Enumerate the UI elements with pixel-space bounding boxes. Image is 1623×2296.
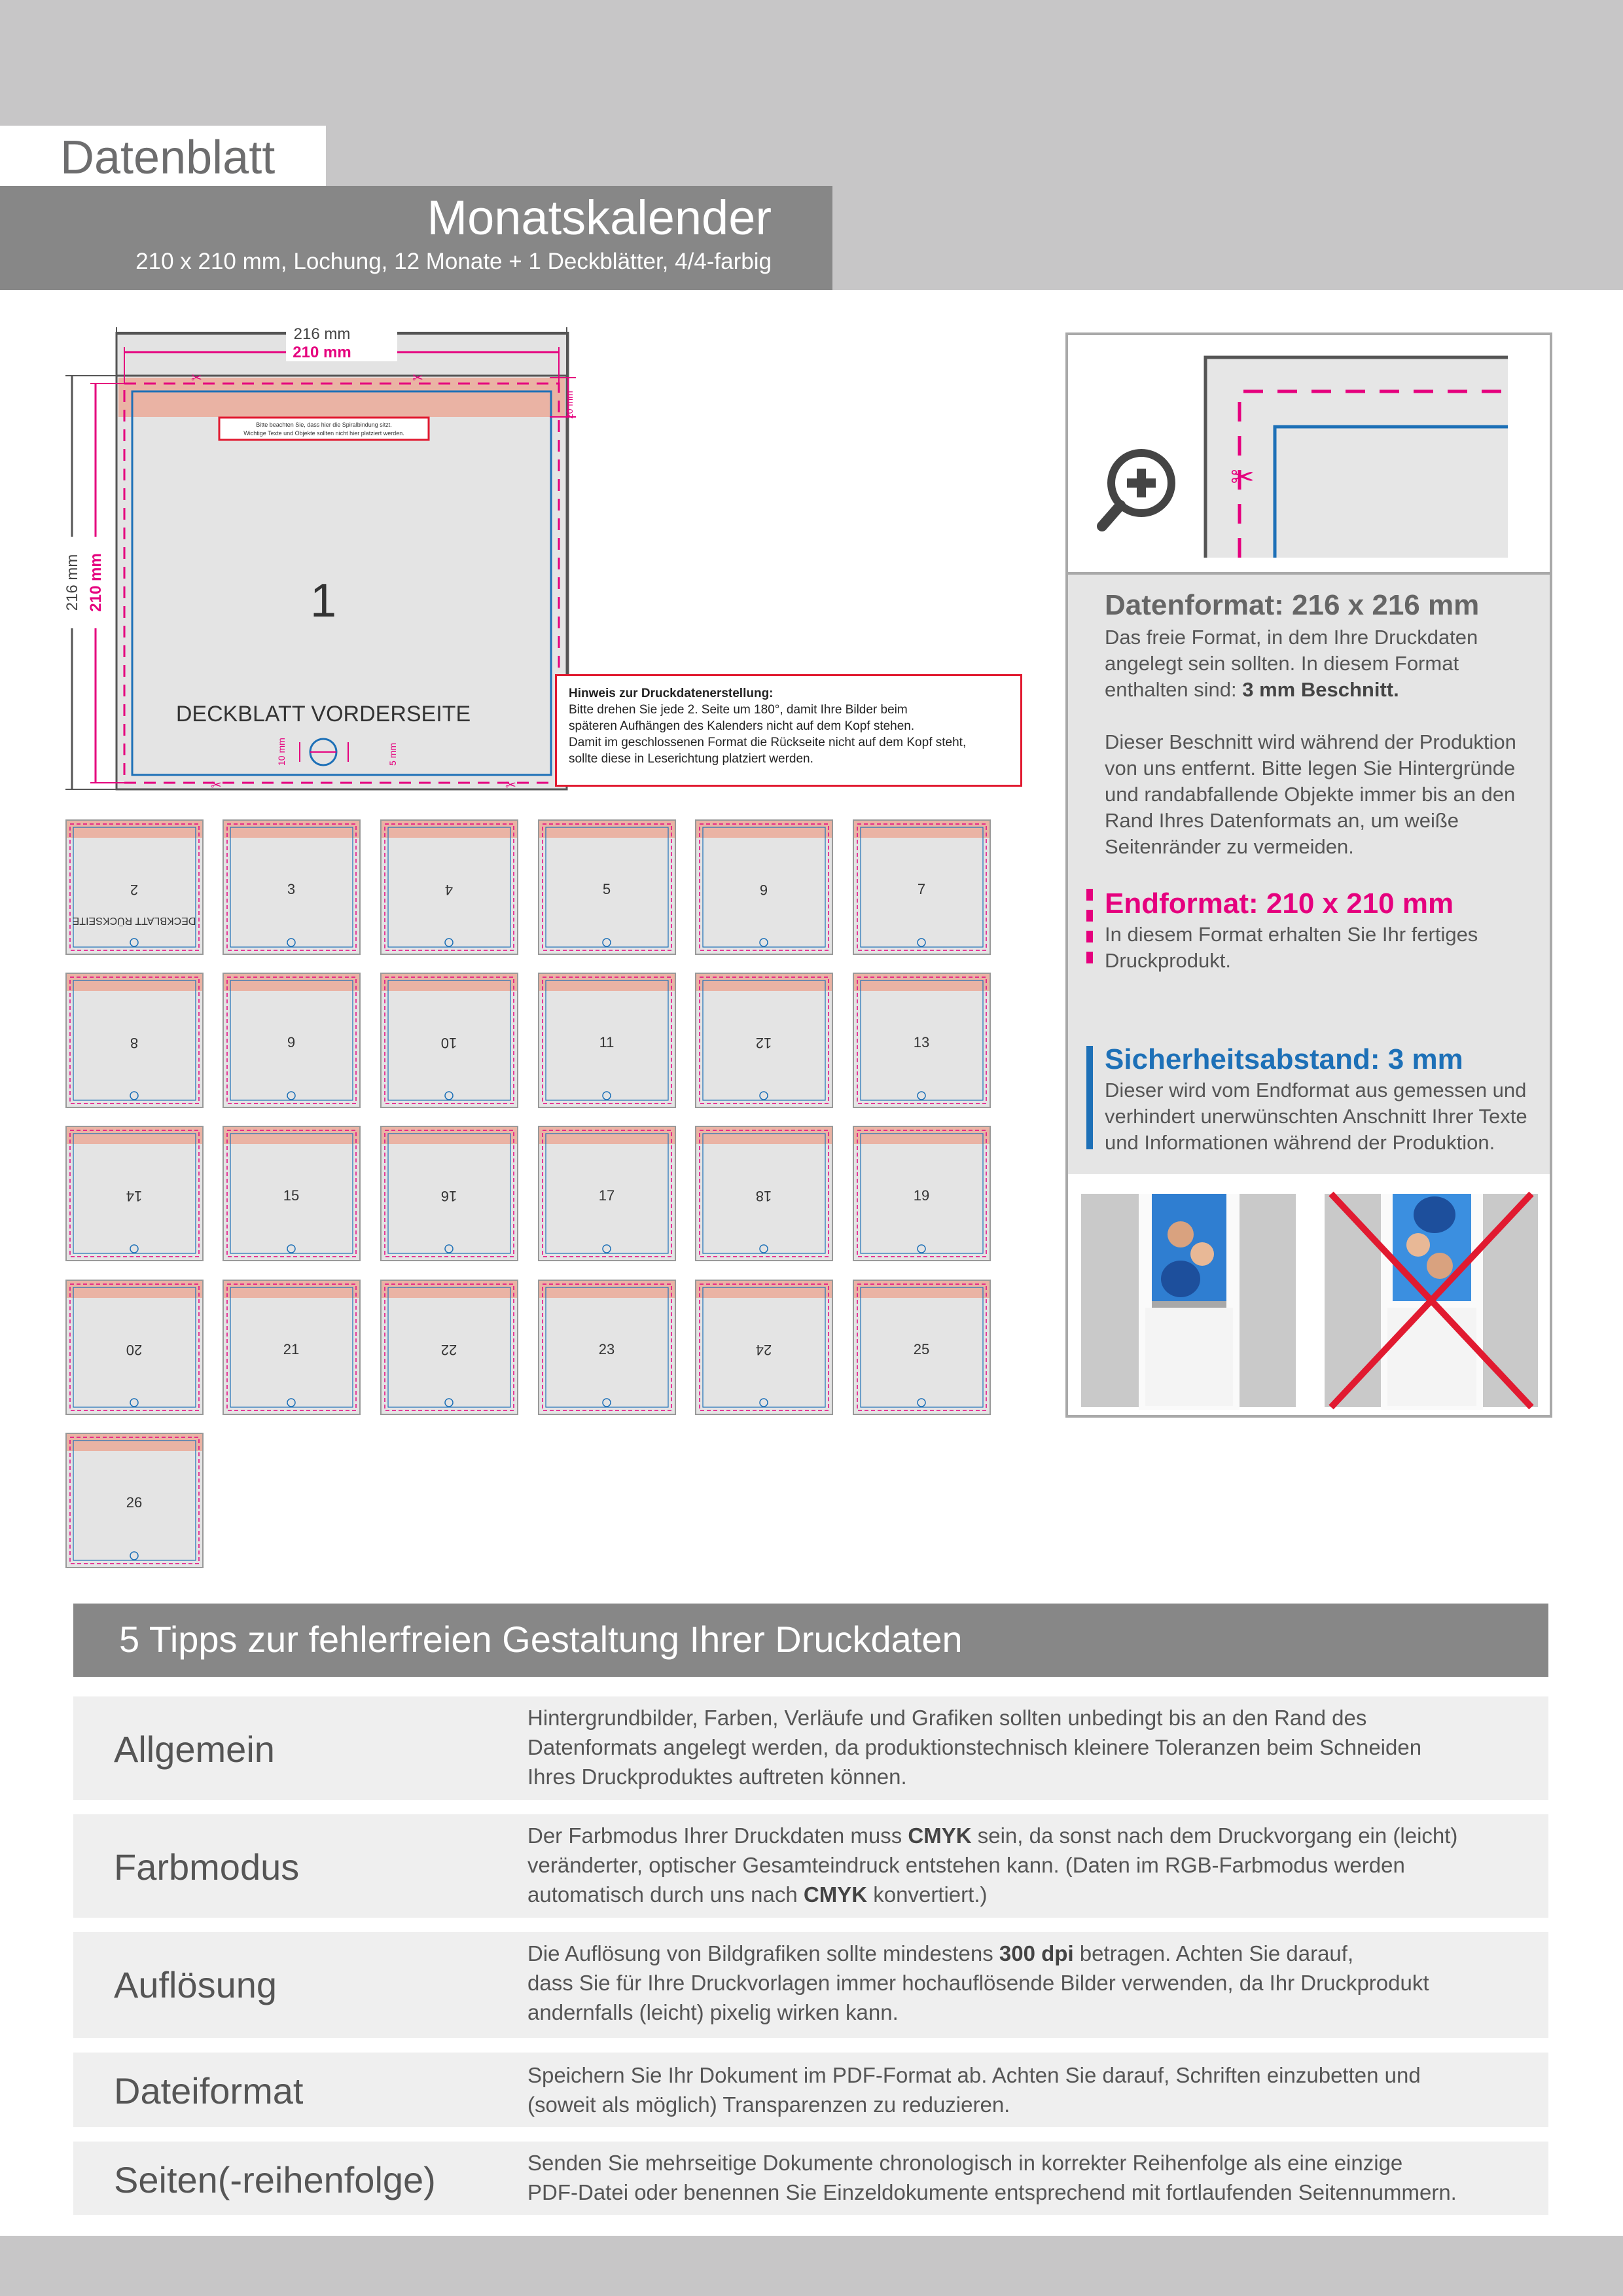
thumbnail-page-number: 4 <box>444 882 454 898</box>
thumbnail-page-number: 9 <box>287 1034 296 1050</box>
thumbnail-page-number: 10 <box>440 1035 457 1051</box>
hint-line: späteren Aufhängen des Kalenders nicht auf dem Kopf stehen. <box>569 719 915 733</box>
safety-text: Dieser wird vom Endformat aus gemessen und verhindert unerwünschten Anschnitt Ihrer Texte und Informationen während der Produktion. <box>1105 1079 1527 1154</box>
tip-text: Speichern Sie Ihr Dokument im PDF-Format ab. Achten Sie darauf, Schriften einzubetten und (soweit als möglich) Transparenzen zu reduzieren. <box>527 2063 1421 2117</box>
footer-band <box>0 2236 1623 2296</box>
thumbnail-page-number: 20 <box>126 1342 143 1358</box>
datenblatt-label: Datenblatt <box>60 132 276 184</box>
dim-210-label: 210 mm <box>293 344 351 361</box>
page-subtitle: 210 x 210 mm, Lochung, 12 Monate + 1 Deckblätter, 4/4-farbig <box>135 249 772 274</box>
svg-text:✂: ✂ <box>211 778 222 793</box>
tip-row-aufloesung <box>73 1932 1548 2038</box>
zoom-detail-graphic <box>1068 335 1550 572</box>
tip-label: Farbmodus <box>114 1846 300 1888</box>
hint-title: Hinweis zur Druckdatenerstellung: <box>569 687 774 700</box>
dim-216-left-label: 216 mm <box>63 554 81 611</box>
thumbnail-page-number: 8 <box>130 1035 139 1051</box>
page-thumbnail-4 <box>380 819 518 955</box>
thumbnail-page-number: 17 <box>598 1187 615 1204</box>
datenblatt-tab <box>0 126 326 186</box>
svg-text:✂: ✂ <box>505 778 516 793</box>
safety-marker <box>1086 1046 1093 1149</box>
thumbnail-page-number: 15 <box>283 1187 300 1204</box>
thumbnail-page-number: 12 <box>755 1035 772 1051</box>
page-thumbnail-3 <box>223 819 361 955</box>
svg-text:✂: ✂ <box>1230 461 1255 493</box>
calendar-photos <box>1068 1174 1550 1415</box>
tip-row-allgemein <box>73 1696 1548 1800</box>
spiral-warning-line2: Wichtige Texte und Objekte sollten nicht hier platziert werden. <box>243 430 404 437</box>
datenformat-title: Datenformat: 216 x 216 mm <box>1105 589 1480 621</box>
page-thumbnail-13 <box>853 973 991 1108</box>
tip-label: Seiten(-reihenfolge) <box>114 2159 436 2200</box>
page-thumbnail-26 <box>65 1433 204 1568</box>
thumbnail-page-number: 2 <box>130 882 139 898</box>
page-thumbnail-22 <box>380 1280 518 1415</box>
page-thumbnail-6 <box>695 819 833 955</box>
datenformat-text: Das freie Format, in dem Ihre Druckdaten angelegt sein sollten. In diesem Format enthalten sind: 3 mm Beschnitt. <box>1105 626 1478 701</box>
thumbnail-page-number: 16 <box>440 1188 457 1204</box>
page-thumbnail-19 <box>853 1126 991 1261</box>
svg-text:✂: ✂ <box>412 371 423 386</box>
legend-info <box>1068 572 1550 1177</box>
endformat-title: Endformat: 210 x 210 mm <box>1105 888 1454 920</box>
thumbnail-page-number: 13 <box>913 1034 930 1050</box>
cover-page-label: DECKBLATT VORDERSEITE <box>175 702 471 726</box>
legend-panel <box>1065 332 1552 1418</box>
hint-line: Bitte drehen Sie jede 2. Seite um 180°, damit Ihre Bilder beim <box>569 703 908 717</box>
hole-dim-10mm: 10 mm <box>276 738 287 766</box>
back-cover-label: DECKBLATT RÜCKSEITE <box>72 915 196 926</box>
page-thumbnail-14 <box>65 1126 204 1261</box>
zoom-magnifier-icon <box>1102 453 1171 526</box>
safety-title: Sicherheitsabstand: 3 mm <box>1105 1043 1463 1075</box>
svg-text:✂: ✂ <box>191 371 202 386</box>
thumbnail-page-number: 3 <box>287 881 296 897</box>
dim-210-left-label: 210 mm <box>87 553 105 612</box>
thumbnail-page-number: 23 <box>598 1341 615 1357</box>
thumbnail-page-number: 24 <box>755 1342 772 1358</box>
page-thumbnail-20 <box>65 1280 204 1415</box>
template-diagram <box>39 314 615 798</box>
dim-216-label: 216 mm <box>293 325 351 343</box>
page-thumbnail-16 <box>380 1126 518 1261</box>
tip-text: Senden Sie mehrseitige Dokumente chronologisch in korrekter Reihenfolge als eine einzige PDF-Datei oder benennen Sie Einzeldokumente entsprechend mit fortlaufenden Seitennummern. <box>527 2151 1457 2204</box>
title-box <box>0 186 832 290</box>
thumbnail-page-number: 11 <box>599 1034 615 1050</box>
spiral-warning-line1: Bitte beachten Sie, dass hier die Spiralbindung sitzt. <box>256 422 392 428</box>
dim-20-label: 20 mm <box>564 391 575 419</box>
page-thumbnail-2 <box>65 819 204 955</box>
wrong-calendar-photo <box>1325 1194 1538 1410</box>
tip-text: Der Farbmodus Ihrer Druckdaten muss CMYK sein, da sonst nach dem Druckvorgang ein (leicht) veränderter, optischer Gesamteindruck entstehen kann. (Daten im RGB-Farbmodus werden automatisch durch uns nach CMYK konvertiert.) <box>527 1823 1458 1907</box>
tip-label: Allgemein <box>114 1729 275 1770</box>
hint-line: Damit im geschlossenen Format die Rückseite nicht auf dem Kopf steht, <box>569 736 967 749</box>
correct-calendar-photo <box>1081 1194 1296 1410</box>
page-thumbnail-21 <box>223 1280 361 1415</box>
tips-heading-bar <box>73 1604 1548 1677</box>
page-thumbnail-12 <box>695 973 833 1108</box>
hole-dim-5mm: 5 mm <box>387 743 398 766</box>
tip-row-dateiformat <box>73 2053 1548 2127</box>
page-thumbnail-11 <box>538 973 676 1108</box>
page-thumbnail-7 <box>853 819 991 955</box>
page-thumbnail-25 <box>853 1280 991 1415</box>
page-title: Monatskalender <box>427 190 772 245</box>
tip-row-seitenreihenfolge <box>73 2142 1548 2215</box>
hint-line: sollte diese in Leserichtung platziert werden. <box>569 752 813 766</box>
printing-hint-box <box>555 674 1022 787</box>
legend-zoom-area <box>1068 335 1550 572</box>
tip-text: Die Auflösung von Bildgrafiken sollte mindestens 300 dpi betragen. Achten Sie darauf, dass Sie für Ihre Druckvorlagen immer hochauflösende Bilder verwenden, da Ihr Druckprodukt andernfalls (leicht) pixelig wirken kann. <box>527 1941 1429 2024</box>
tips-heading: 5 Tipps zur fehlerfreien Gestaltung Ihrer Druckdaten <box>119 1619 963 1660</box>
page-thumbnail-9 <box>223 973 361 1108</box>
cover-page-number: 1 <box>310 575 337 627</box>
page-thumbnail-23 <box>538 1280 676 1415</box>
endformat-text: In diesem Format erhalten Sie Ihr fertiges Druckprodukt. <box>1105 923 1478 972</box>
page-thumbnail-10 <box>380 973 518 1108</box>
thumbnail-page-number: 14 <box>126 1188 143 1204</box>
thumbnail-page-number: 21 <box>283 1341 300 1357</box>
page-thumbnail-17 <box>538 1126 676 1261</box>
page-thumbnail-8 <box>65 973 204 1108</box>
bleed-text: Dieser Beschnitt wird während der Produktion von uns entfernt. Bitte legen Sie Hintergründe und randabfallende Objekte immer bis an den Rand Ihres Datenformats an, um weiße Seitenränder zu vermeiden. <box>1105 730 1516 858</box>
thumbnail-page-number: 5 <box>602 881 611 897</box>
thumbnail-page-number: 7 <box>917 881 926 897</box>
tip-text: Hintergrundbilder, Farben, Verläufe und Grafiken sollten unbedingt bis an den Rand des Datenformats angelegt werden, da produktionstechnisch kleinere Toleranzen beim Schneiden Ihres Druckproduktes auftreten können. <box>527 1706 1422 1789</box>
tip-label: Auflösung <box>114 1964 277 2005</box>
thumbnail-page-number: 19 <box>913 1187 930 1204</box>
tip-label: Dateiformat <box>114 2070 304 2111</box>
thumbnail-page-number: 6 <box>759 882 768 898</box>
thumbnail-page-number: 22 <box>440 1342 457 1358</box>
thumbnail-page-number: 26 <box>126 1494 143 1511</box>
endformat-dash-marker <box>1086 889 1093 966</box>
page-thumbnail-24 <box>695 1280 833 1415</box>
tip-row-farbmodus <box>73 1814 1548 1918</box>
thumbnail-page-number: 25 <box>913 1341 930 1357</box>
page-thumbnail-18 <box>695 1126 833 1261</box>
page-thumbnail-15 <box>223 1126 361 1261</box>
thumbnail-page-number: 18 <box>755 1188 772 1204</box>
page-thumbnail-5 <box>538 819 676 955</box>
